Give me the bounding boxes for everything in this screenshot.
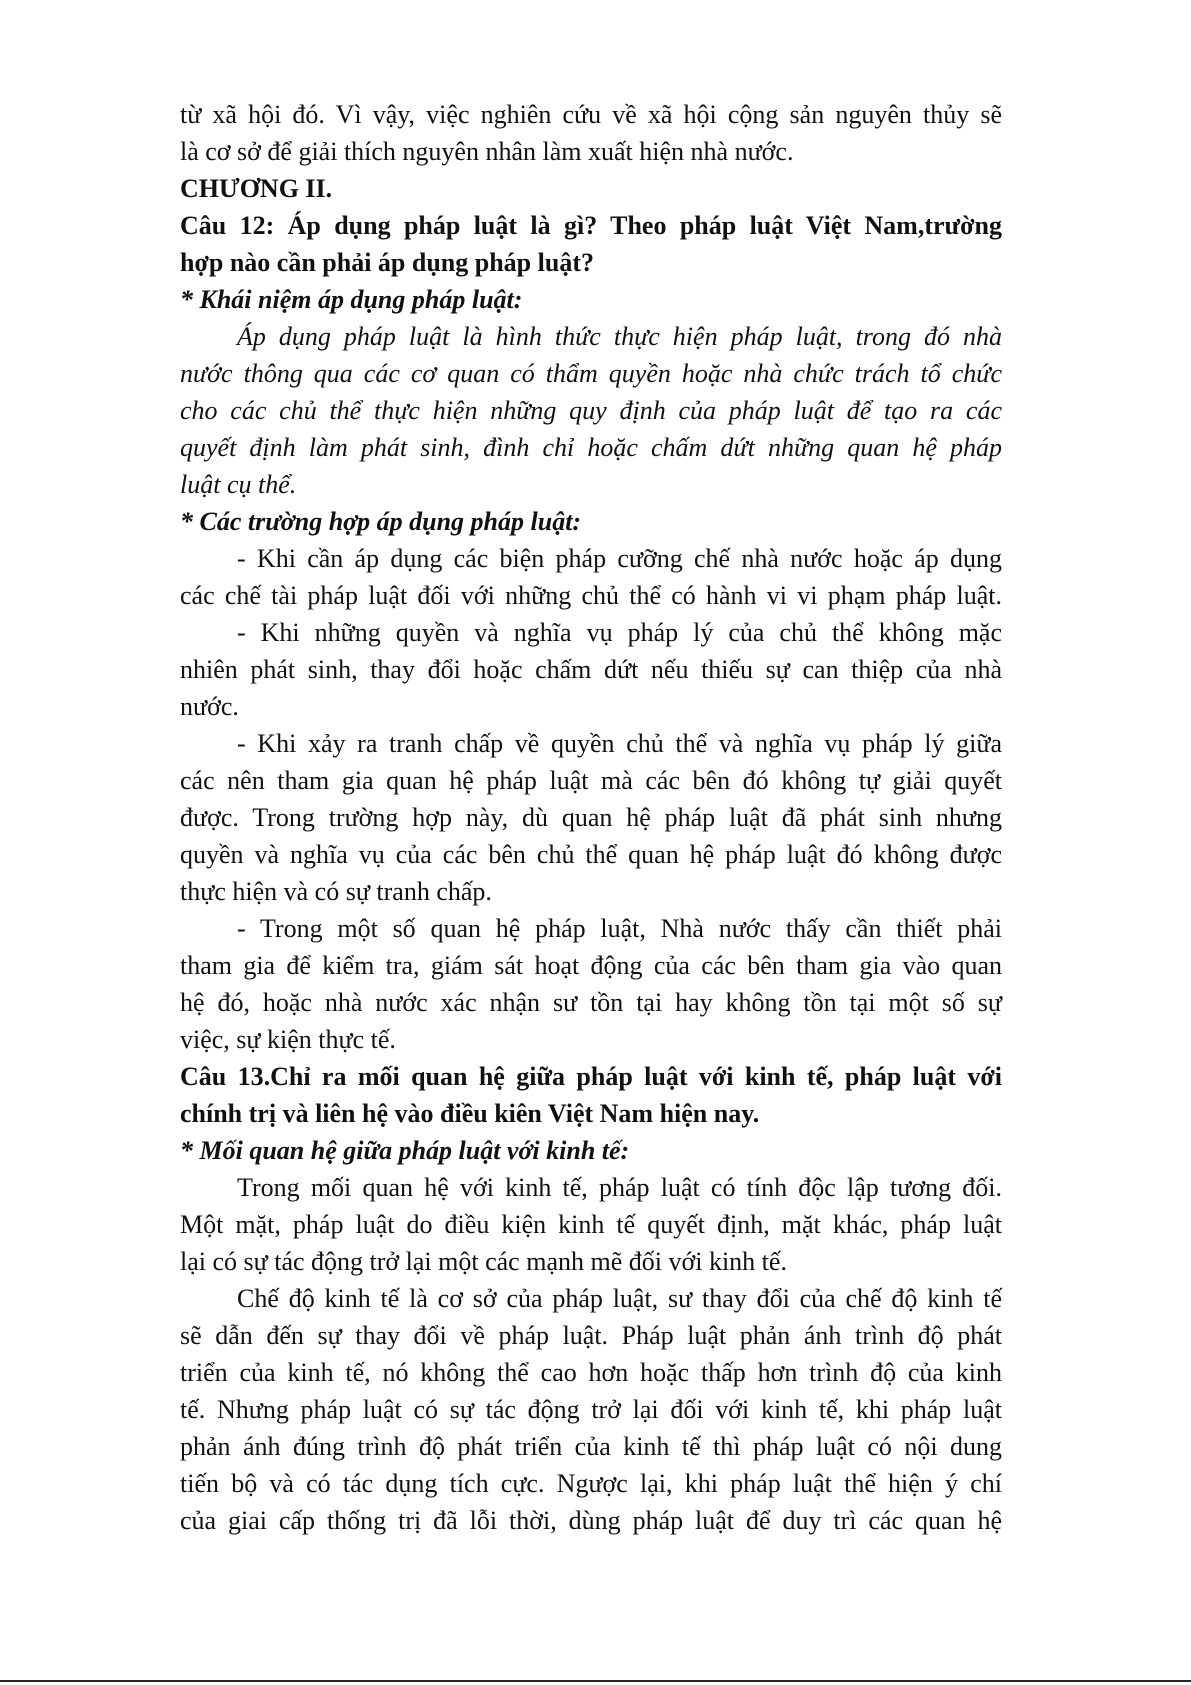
document-page bbox=[180, 96, 1002, 1539]
section-subheading: * Các trường hợp áp dụng pháp luật: bbox=[180, 507, 582, 536]
question-heading: Câu 13.Chỉ ra mối quan hệ giữa pháp luật với kinh tế, pháp luật với bbox=[180, 1062, 1002, 1091]
text-line: quyết định làm phát sinh, đình chỉ hoặc chấm dứt những quan hệ pháp bbox=[180, 433, 1002, 462]
page-bottom-rule bbox=[0, 1680, 1191, 1682]
text-line: Áp dụng pháp luật là hình thức thực hiện pháp luật, trong đó nhà bbox=[237, 322, 1002, 351]
text-line: luật cụ thể. bbox=[180, 470, 297, 499]
text-line: tế. Nhưng pháp luật có sự tác động trở lại đối với kinh tế, khi pháp luật bbox=[180, 1395, 1002, 1424]
text-line: nước. bbox=[180, 692, 239, 721]
text-line: cho các chủ thể thực hiện những quy định của pháp luật để tạo ra các bbox=[180, 396, 1002, 425]
question-heading: Câu 12: Áp dụng pháp luật là gì? Theo pháp luật Việt Nam,trường bbox=[180, 211, 1002, 240]
text-line: - Trong một số quan hệ pháp luật, Nhà nước thấy cần thiết phải bbox=[237, 914, 1002, 943]
text-line: các nên tham gia quan hệ pháp luật mà các bên đó không tự giải quyết bbox=[180, 766, 1002, 795]
text-line: tham gia để kiểm tra, giám sát hoạt động của các bên tham gia vào quan bbox=[180, 951, 1002, 980]
text-line: Một mặt, pháp luật do điều kiện kinh tế quyết định, mặt khác, pháp luật bbox=[180, 1210, 1002, 1239]
text-line: - Khi cần áp dụng các biện pháp cưỡng chế nhà nước hoặc áp dụng bbox=[237, 544, 1002, 573]
text-line: là cơ sở để giải thích nguyên nhân làm xuất hiện nhà nước. bbox=[180, 137, 794, 166]
section-subheading: * Khái niệm áp dụng pháp luật: bbox=[180, 285, 523, 314]
section-subheading: * Mối quan hệ giữa pháp luật với kinh tế: bbox=[180, 1136, 630, 1165]
text-line: quyền và nghĩa vụ của các bên chủ thể quan hệ pháp luật đó không được bbox=[180, 840, 1002, 869]
text-line: hệ đó, hoặc nhà nước xác nhận sư tồn tại hay không tồn tại một số sự bbox=[180, 988, 1002, 1017]
text-line: phản ánh đúng trình độ phát triển của kinh tế thì pháp luật có nội dung bbox=[180, 1432, 1002, 1461]
text-line: được. Trong trường hợp này, dù quan hệ pháp luật đã phát sinh nhưng bbox=[180, 803, 1002, 832]
question-heading: hợp nào cần phải áp dụng pháp luật? bbox=[180, 248, 594, 277]
text-line: của giai cấp thống trị đã lỗi thời, dùng pháp luật để duy trì các quan hệ bbox=[180, 1506, 1002, 1535]
text-line: sẽ dẫn đến sự thay đổi về pháp luật. Pháp luật phản ánh trình độ phát bbox=[180, 1321, 1002, 1350]
text-line: nhiên phát sinh, thay đổi hoặc chấm dứt nếu thiếu sự can thiệp của nhà bbox=[180, 655, 1002, 684]
text-line: thực hiện và có sự tranh chấp. bbox=[180, 877, 492, 906]
text-line: - Khi những quyền và nghĩa vụ pháp lý của chủ thể không mặc bbox=[237, 618, 1002, 647]
text-line: Trong mối quan hệ với kinh tế, pháp luật có tính độc lập tương đối. bbox=[237, 1173, 1002, 1202]
text-line: Chế độ kinh tế là cơ sở của pháp luật, sư thay đổi của chế độ kinh tế bbox=[237, 1284, 1002, 1313]
text-line: nước thông qua các cơ quan có thẩm quyền hoặc nhà chức trách tổ chức bbox=[180, 359, 1002, 388]
chapter-heading: CHƯƠNG II. bbox=[180, 174, 333, 203]
text-line: từ xã hội đó. Vì vậy, việc nghiên cứu về xã hội cộng sản nguyên thủy sẽ bbox=[180, 100, 1002, 129]
text-line: - Khi xảy ra tranh chấp về quyền chủ thể và nghĩa vụ pháp lý giữa bbox=[237, 729, 1002, 758]
text-line: lại có sự tác động trở lại một các mạnh mẽ đối với kinh tế. bbox=[180, 1247, 787, 1276]
text-line: việc, sự kiện thực tế. bbox=[180, 1025, 396, 1054]
text-line: tiến bộ và có tác dụng tích cực. Ngược lại, khi pháp luật thể hiện ý chí bbox=[180, 1469, 1002, 1498]
text-line: triển của kinh tế, nó không thể cao hơn hoặc thấp hơn trình độ của kinh bbox=[180, 1358, 1002, 1387]
text-line: các chế tài pháp luật đối với những chủ thể có hành vi vi phạm pháp luật. bbox=[180, 581, 1002, 610]
question-heading: chính trị và liên hệ vào điều kiên Việt Nam hiện nay. bbox=[180, 1099, 760, 1128]
